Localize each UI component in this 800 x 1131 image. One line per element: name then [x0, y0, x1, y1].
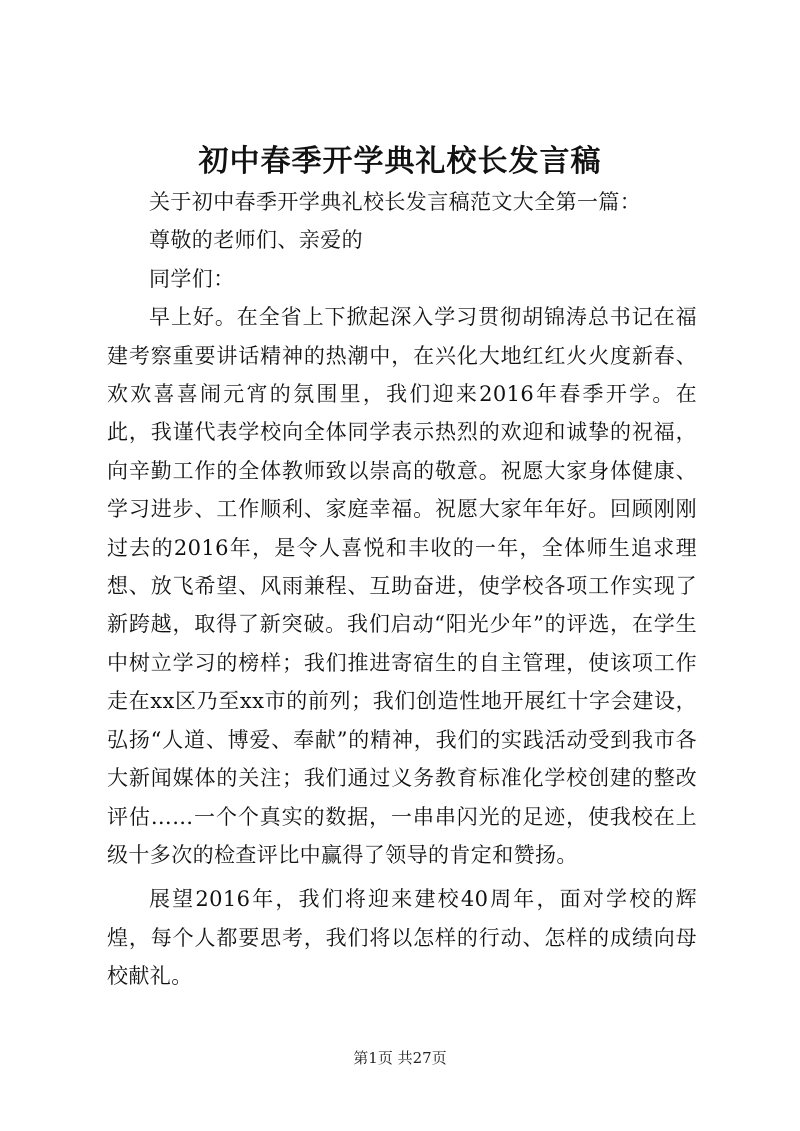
paragraph-main: 早上好。在全省上下掀起深入学习贯彻胡锦涛总书记在福建考察重要讲话精神的热潮中，在兴化大地红红火火度新春、欢欢喜喜闹元宵的氛围里，我们迎来2016年春季开学。在此，我谨代表学校向全体同学表示热烈的欢迎和诚挚的祝福，向辛勤工作的全体教师致以崇高的敬意。祝愿大家身体健康、学习进步、工作顺利、家庭幸福。祝愿大家年年好。回顾刚刚过去的2016年，是令人喜悦和丰收的一年，全体师生追求理想、放飞希望、风雨兼程、互助奋进，使学校各项工作实现了新跨越，取得了新突破。我们启动“阳光少年”的评选，在学生中树立学习的榜样；我们推进寄宿生的自主管理，使该项工作走在xx区乃至xx市的前列；我们创造性地开展红十字会建设，弘扬“人道、博爱、奉献”的精神，我们的实践活动受到我市各大新闻媒体的关注；我们通过义务教育标准化学校创建的整改评估……一个个真实的数据，一串串闪光的足迹，使我校在上级十多次的检查评比中赢得了领导的肯定和赞扬。	[107, 305, 697, 867]
paragraph-outlook: 展望2016年，我们将迎来建校40周年，面对学校的辉煌，每个人都要思考，我们将以怎样的行动、怎样的成绩向母校献礼。	[107, 887, 697, 989]
paragraph-salutation-1: 尊敬的老师们、亲爱的	[149, 228, 363, 253]
document-title: 初中春季开学典礼校长发言稿	[198, 144, 602, 179]
paragraph-intro: 关于初中春季开学典礼校长发言稿范文大全第一篇：	[149, 190, 642, 214]
page-footer: 第1页 共27页	[353, 1049, 447, 1067]
paragraph-salutation-2: 同学们：	[149, 266, 235, 291]
document-body	[107, 183, 697, 996]
